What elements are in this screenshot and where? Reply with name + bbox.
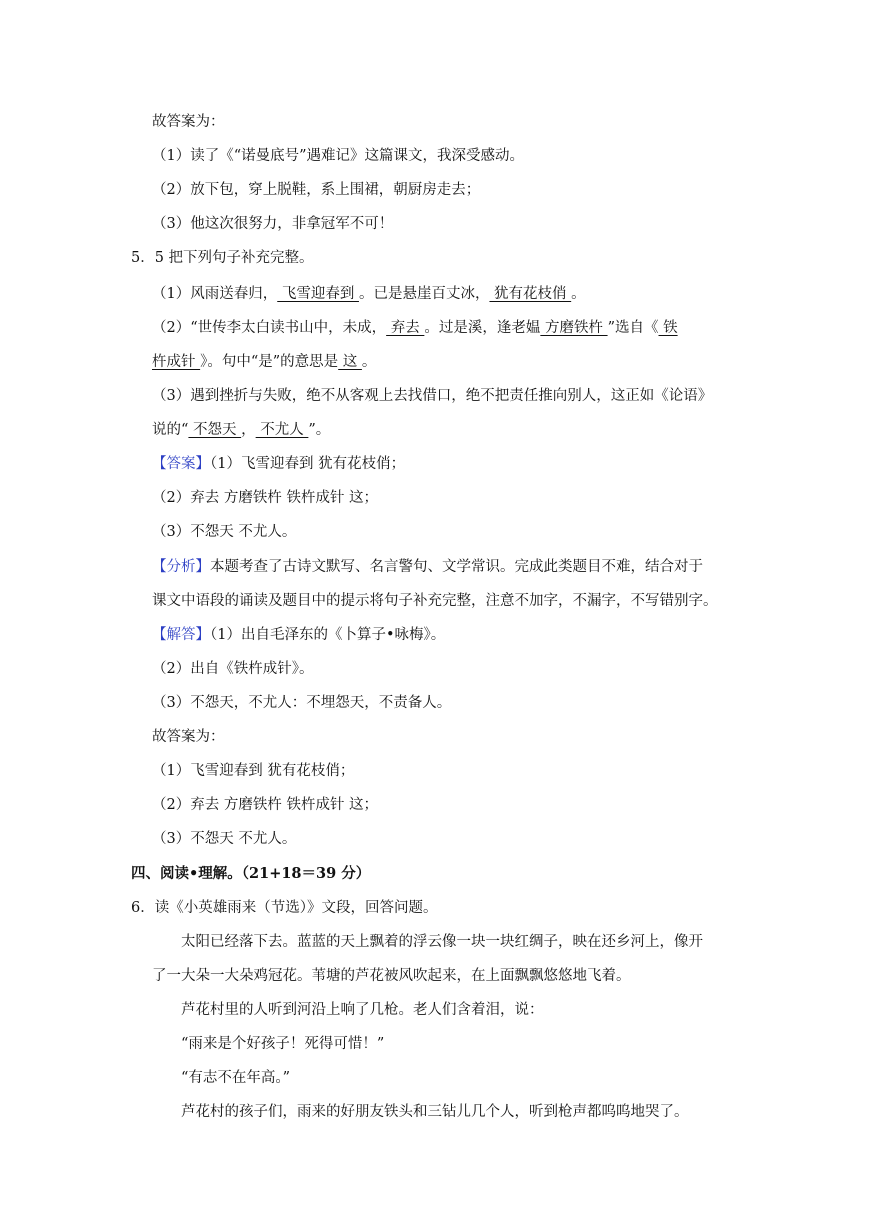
solution-line: （3）不怨天，不尤人：不埋怨天，不责备人。 xyxy=(152,695,452,711)
passage-line: 了一大朵一大朵鸡冠花。苇塘的芦花被风吹起来，在上面飘飘悠悠地飞着。 xyxy=(152,968,631,984)
blank-answer: 不尤人 xyxy=(255,422,309,438)
text-segment: 。 xyxy=(361,354,377,370)
answer-line: （2）弃去 方磨铁杵 铁杵成针 这； xyxy=(152,490,379,506)
text-segment: 。过是溪，逢老媪 xyxy=(424,320,541,336)
text-segment: （2）“世传李太白读书山中，未成， xyxy=(152,320,387,336)
fill-blank-line: （3）遇到挫折与失败，绝不从客观上去找借口，绝不把责任推向别人，这正如《论语》 xyxy=(152,388,713,404)
blank-answer: 这 xyxy=(338,354,362,370)
answer-line: （3）他这次很努力，非拿冠军不可！ xyxy=(152,216,394,232)
section-heading: 四、阅读•理解。（21+18＝39 分） xyxy=(131,865,371,882)
analysis-line: 课文中语段的诵读及题目中的提示将句子补充完整，注意不加字，不漏字，不写错别字。 xyxy=(152,593,718,609)
passage-line: 芦花村的孩子们，雨来的好朋友铁头和三钻儿几个人，听到枪声都呜呜地哭了。 xyxy=(181,1104,689,1120)
blank-answer: 不怨天 xyxy=(188,422,242,438)
solution-tag: 【解答】 xyxy=(152,627,210,643)
answer-line: （3）不怨天 不尤人。 xyxy=(152,524,297,540)
text-segment: ， xyxy=(241,422,256,438)
blank-answer: 犹有花枝俏 xyxy=(489,286,572,302)
passage-line: 太阳已经落下去。蓝蓝的天上飘着的浮云像一块一块红绸子，映在还乡河上，像开 xyxy=(181,934,703,950)
text-segment: 。已是悬崖百丈冰， xyxy=(358,286,490,302)
blank-answer: 弃去 xyxy=(386,320,425,336)
analysis-section xyxy=(152,557,703,577)
solution-line: （2）出自《铁杵成针》。 xyxy=(152,661,314,677)
answer-line: （1）读了《“诺曼底号”遇难记》这篇课文，我深受感动。 xyxy=(152,148,525,164)
fill-blank-line xyxy=(152,420,330,440)
question-5-title: 5．5 把下列句子补充完整。 xyxy=(131,250,314,266)
passage-line: “雨来是个好孩子！死得可惜！” xyxy=(181,1036,385,1052)
text-segment: 说的“ xyxy=(152,422,189,438)
fill-blank-line xyxy=(152,352,376,372)
fill-blank-line xyxy=(152,318,678,338)
passage-line: 芦花村里的人听到河沿上响了几枪。老人们含着泪，说： xyxy=(181,1002,544,1018)
text-segment: 》。句中“是”的意思是 xyxy=(200,354,339,370)
blank-answer: 飞雪迎春到 xyxy=(277,286,359,302)
answer-intro: 故答案为： xyxy=(152,729,225,745)
answer-line: （1）飞雪迎春到 犹有花枝俏； xyxy=(152,763,355,779)
answer-line: （3）不怨天 不尤人。 xyxy=(152,831,297,847)
question-6-title: 6．读《小英雄雨来（节选）》文段，回答问题。 xyxy=(131,900,438,916)
text-segment: 本题考查了古诗文默写、名言警句、文学常识。完成此类题目不难，结合对于 xyxy=(210,559,703,575)
text-segment: 。 xyxy=(571,286,586,302)
blank-answer: 铁 xyxy=(658,320,678,336)
text-segment: （1）飞雪迎春到 犹有花枝俏； xyxy=(210,456,406,472)
answer-tag: 【答案】 xyxy=(152,456,210,472)
answer-section xyxy=(152,454,405,474)
text-segment: ”选自《 xyxy=(607,320,659,336)
fill-blank-line xyxy=(152,284,586,304)
blank-answer: 杵成针 xyxy=(152,354,201,370)
answer-line: （2）放下包，穿上脱鞋，系上围裙，朝厨房走去； xyxy=(152,182,481,198)
blank-answer: 方磨铁杵 xyxy=(540,320,608,336)
answer-intro: 故答案为： xyxy=(152,114,225,130)
text-segment: （1）风雨送春归， xyxy=(152,286,278,302)
solution-section xyxy=(152,625,445,645)
text-segment: ”。 xyxy=(308,422,331,438)
text-segment: （1）出自毛泽东的《卜算子•咏梅》。 xyxy=(210,627,446,643)
answer-line: （2）弃去 方磨铁杵 铁杵成针 这； xyxy=(152,797,379,813)
analysis-tag: 【分析】 xyxy=(152,559,210,575)
passage-line: “有志不在年高。” xyxy=(181,1070,291,1086)
